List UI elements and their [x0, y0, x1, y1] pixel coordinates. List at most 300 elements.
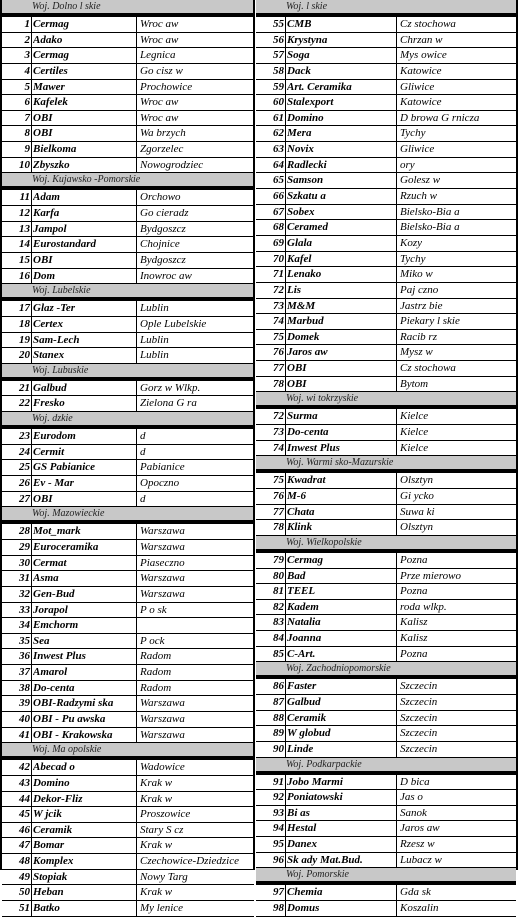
store-row [2, 64, 254, 80]
store-city: Szczecin [400, 680, 438, 693]
store-row [2, 429, 254, 445]
column-divider [396, 473, 397, 488]
store-name: Domek [287, 330, 320, 343]
store-city: Lublin [140, 349, 169, 362]
store-city: Golesz w [400, 174, 441, 187]
store-row [256, 473, 516, 489]
row-number: 10 [19, 158, 30, 171]
store-name: Linde [287, 742, 314, 755]
store-row [256, 267, 516, 283]
store-city: Chojnice [140, 238, 180, 251]
row-number: 15 [19, 253, 30, 266]
store-name: Natalia [287, 616, 321, 629]
row-number: 78 [273, 377, 284, 390]
column-divider [136, 80, 137, 95]
column-divider [31, 492, 32, 507]
store-city: roda wlkp. [400, 600, 447, 613]
store-city: Warszawa [140, 712, 185, 725]
store-row [256, 409, 516, 425]
row-number: 14 [19, 238, 30, 251]
store-row [256, 95, 516, 111]
store-row [256, 64, 516, 80]
column-divider [31, 253, 32, 268]
store-row [2, 618, 254, 634]
store-row [2, 17, 254, 33]
column-divider [31, 760, 32, 775]
store-name: Joanna [287, 632, 322, 645]
column-divider [396, 726, 397, 741]
column-divider [136, 333, 137, 348]
store-city: D bica [400, 775, 430, 788]
row-number: 45 [19, 808, 30, 821]
store-name: OBI [287, 362, 307, 375]
store-city: Bytom [400, 377, 429, 390]
column-divider [136, 760, 137, 775]
column-divider [285, 330, 286, 345]
column-divider [31, 901, 32, 916]
store-city: Opoczno [140, 477, 180, 490]
region-title: Woj. Dolno l skie [32, 1, 101, 12]
store-row [256, 553, 516, 569]
store-row [2, 80, 254, 96]
column-divider [285, 790, 286, 805]
column-divider [31, 792, 32, 807]
row-number: 85 [273, 647, 284, 660]
store-city: Cz stochowa [400, 18, 456, 30]
column-divider [396, 775, 397, 790]
store-row [256, 631, 516, 647]
store-row [2, 48, 254, 64]
store-name: Galbud [287, 695, 321, 708]
column-divider [31, 460, 32, 475]
store-row [256, 790, 516, 806]
store-row [256, 853, 516, 869]
store-name: Fresko [33, 397, 65, 410]
store-name: Galbud [33, 381, 67, 394]
store-row [2, 665, 254, 681]
row-number: 17 [19, 302, 30, 315]
column-divider [31, 237, 32, 252]
store-row [2, 222, 254, 238]
row-number: 75 [273, 330, 284, 343]
store-city: Inowroc aw [140, 269, 192, 282]
column-divider [31, 429, 32, 444]
store-city: Kielce [400, 441, 429, 454]
row-number: 87 [273, 695, 284, 708]
column-divider [31, 696, 32, 711]
row-number: 20 [19, 349, 30, 362]
row-number: 89 [273, 727, 284, 740]
column-divider [31, 190, 32, 205]
store-name: Sobex [287, 205, 315, 218]
column-divider [285, 901, 286, 916]
store-row [256, 314, 516, 330]
column-divider [136, 885, 137, 900]
store-city: Gliwice [400, 143, 435, 156]
store-row [256, 837, 516, 853]
store-row [256, 283, 516, 299]
store-row [256, 189, 516, 205]
row-number: 40 [19, 712, 30, 725]
store-city: Wroc aw [140, 111, 179, 124]
column-divider [136, 158, 137, 173]
column-divider [285, 205, 286, 220]
region-title: Woj. Lubelskie [32, 285, 91, 297]
store-row [2, 348, 254, 364]
store-city: Radom [140, 650, 172, 663]
column-divider [31, 476, 32, 491]
store-name: Komplex [33, 855, 74, 868]
region-header [2, 743, 254, 760]
column-divider [136, 429, 137, 444]
row-number: 46 [19, 823, 30, 836]
store-name: M-6 [287, 489, 306, 502]
column-divider [31, 712, 32, 727]
store-row [2, 269, 254, 285]
store-city: Wroc aw [140, 18, 179, 30]
column-divider [396, 173, 397, 188]
column-divider [285, 885, 286, 900]
column-divider [136, 126, 137, 141]
store-city: Lublin [140, 333, 169, 346]
row-number: 84 [273, 632, 284, 645]
store-name: Krystyna [287, 33, 328, 46]
column-divider [396, 489, 397, 504]
row-number: 2 [24, 33, 30, 46]
column-divider [285, 806, 286, 821]
column-divider [31, 556, 32, 571]
region-title: Woj. dzkie [32, 413, 73, 425]
row-number: 5 [24, 80, 30, 93]
store-name: Szkatu a [287, 190, 326, 203]
row-number: 44 [19, 792, 30, 805]
row-number: 50 [19, 886, 30, 899]
column-divider [396, 505, 397, 520]
store-city: Nowy Targ [140, 870, 188, 883]
store-row [2, 681, 254, 697]
store-row [256, 173, 516, 189]
store-name: Emchorm [33, 619, 79, 632]
store-name: Jaros aw [287, 346, 328, 359]
store-row [256, 17, 516, 33]
row-number: 58 [273, 64, 284, 77]
store-row [256, 330, 516, 346]
row-number: 4 [24, 64, 30, 77]
row-number: 70 [273, 252, 284, 265]
row-number: 57 [273, 49, 284, 62]
column-divider [396, 569, 397, 584]
store-row [256, 236, 516, 252]
store-name: Dom [33, 269, 55, 282]
store-city: Paj czno [400, 283, 439, 296]
row-number: 97 [273, 886, 284, 899]
store-city: Krak w [140, 776, 173, 789]
store-row [2, 854, 254, 870]
row-number: 75 [273, 474, 284, 487]
store-row [2, 649, 254, 665]
column-divider [396, 345, 397, 360]
region-header [256, 868, 516, 885]
store-row [256, 345, 516, 361]
column-divider [396, 615, 397, 630]
store-row [2, 807, 254, 823]
row-number: 90 [273, 742, 284, 755]
store-city: D browa G rnicza [400, 111, 480, 124]
store-row [256, 742, 516, 758]
region-header [2, 0, 254, 17]
store-city: Lubacz w [400, 853, 442, 866]
region-title: Woj. Wielkopolskie [286, 536, 362, 548]
column-divider [396, 901, 397, 916]
column-divider [396, 361, 397, 376]
column-divider [285, 505, 286, 520]
store-name: Glaz -Ter [33, 302, 76, 315]
column-divider [136, 792, 137, 807]
row-number: 55 [273, 18, 284, 30]
row-number: 34 [19, 619, 30, 632]
column-divider [285, 17, 286, 32]
store-city: Zielona G ra [140, 397, 197, 410]
store-city: Wa brzych [140, 127, 186, 140]
row-number: 12 [19, 207, 30, 220]
store-row [256, 615, 516, 631]
row-number: 22 [19, 397, 30, 410]
row-number: 98 [273, 902, 284, 915]
row-number: 80 [273, 569, 284, 582]
store-city: Szczecin [400, 695, 438, 708]
column-divider [31, 445, 32, 460]
row-number: 92 [273, 791, 284, 804]
store-city: Mysz w [400, 346, 433, 359]
right-column [256, 0, 516, 917]
store-name: Cermag [33, 18, 70, 30]
row-number: 73 [273, 299, 284, 312]
column-divider [396, 126, 397, 141]
store-city: Radom [140, 681, 172, 694]
store-name: Cermag [287, 553, 324, 566]
column-divider [396, 742, 397, 757]
column-divider [136, 381, 137, 396]
store-name: Ceramed [287, 221, 328, 234]
store-row [2, 885, 254, 901]
store-row [2, 126, 254, 142]
store-city: Gliwice [400, 80, 435, 93]
column-divider [396, 711, 397, 726]
column-divider [285, 95, 286, 110]
row-number: 78 [273, 521, 284, 534]
column-divider [396, 299, 397, 314]
store-row [2, 237, 254, 253]
column-divider [285, 111, 286, 126]
store-city: Bielsko-Bia a [400, 221, 460, 234]
store-name: Novix [287, 143, 314, 156]
store-name: Stalexport [287, 96, 334, 109]
store-row [256, 711, 516, 727]
row-number: 65 [273, 174, 284, 187]
store-name: Klink [287, 521, 313, 534]
column-divider [396, 790, 397, 805]
region-header [2, 507, 254, 524]
store-name: TEEL [287, 585, 316, 598]
store-name: Marbud [287, 315, 324, 328]
column-divider [396, 189, 397, 204]
column-divider [285, 775, 286, 790]
column-divider [396, 48, 397, 63]
column-divider [136, 460, 137, 475]
row-number: 66 [273, 190, 284, 203]
column-divider [31, 381, 32, 396]
store-row [2, 556, 254, 572]
row-number: 71 [273, 268, 284, 281]
column-divider [285, 409, 286, 424]
region-header [2, 364, 254, 381]
store-name: Danex [287, 838, 317, 851]
column-divider [31, 728, 32, 743]
store-name: Do-centa [287, 426, 329, 439]
row-number: 24 [19, 445, 30, 458]
column-divider [136, 348, 137, 363]
column-divider [396, 252, 397, 267]
row-number: 95 [273, 838, 284, 851]
row-number: 8 [24, 127, 30, 140]
store-name: Domus [287, 902, 320, 915]
row-number: 41 [19, 728, 30, 741]
region-header [256, 0, 516, 17]
region-header [2, 173, 254, 190]
row-number: 86 [273, 680, 284, 693]
store-name: C-Art. [287, 647, 316, 660]
column-divider [31, 317, 32, 332]
column-divider [285, 441, 286, 456]
column-divider [31, 80, 32, 95]
store-row [2, 792, 254, 808]
store-city: Prochowice [140, 80, 193, 93]
column-divider [396, 647, 397, 662]
row-number: 51 [19, 902, 30, 915]
store-name: Lis [287, 283, 302, 296]
store-name: Dack [287, 64, 311, 77]
column-divider [136, 476, 137, 491]
store-name: Kadem [287, 600, 319, 613]
row-number: 38 [19, 681, 30, 694]
store-row [256, 33, 516, 49]
store-row [2, 603, 254, 619]
row-number: 23 [19, 430, 30, 443]
column-divider [285, 80, 286, 95]
row-number: 91 [273, 775, 284, 788]
row-number: 83 [273, 616, 284, 629]
left-column [2, 0, 254, 917]
row-number: 33 [19, 603, 30, 616]
column-divider [136, 95, 137, 110]
store-city: Ople Lubelskie [140, 317, 207, 330]
store-row [2, 190, 254, 206]
store-city: Rzesz w [400, 838, 435, 851]
column-divider [31, 571, 32, 586]
store-row [256, 142, 516, 158]
store-city: Szczecin [400, 711, 438, 724]
row-number: 48 [19, 855, 30, 868]
column-divider [136, 854, 137, 869]
row-number: 82 [273, 600, 284, 613]
store-row [2, 823, 254, 839]
row-number: 76 [273, 489, 284, 502]
column-divider [31, 348, 32, 363]
store-name: Glala [287, 236, 313, 249]
column-divider [285, 647, 286, 662]
store-name: Sea [33, 634, 50, 647]
store-name: Chata [287, 505, 315, 518]
column-divider [285, 615, 286, 630]
store-name: Cermit [33, 445, 65, 458]
store-city: Radom [140, 666, 172, 679]
store-name: Abecad o [33, 761, 75, 774]
store-name: Heban [33, 886, 64, 899]
store-city: Bielsko-Bia a [400, 205, 460, 218]
store-row [2, 396, 254, 412]
store-city: Prze mierowo [400, 569, 462, 582]
column-divider [285, 425, 286, 440]
store-city: Warszawa [140, 697, 185, 710]
column-divider [136, 665, 137, 680]
row-number: 28 [19, 525, 30, 538]
store-city: Wroc aw [140, 33, 179, 46]
column-divider [31, 603, 32, 618]
store-row [2, 476, 254, 492]
column-divider [285, 520, 286, 535]
store-row [256, 441, 516, 457]
store-name: Bi as [287, 806, 310, 819]
store-row [256, 806, 516, 822]
store-name: Eurodom [33, 430, 76, 443]
store-name: Poniatowski [287, 791, 343, 804]
store-city: Warszawa [140, 572, 185, 585]
store-name: W jcik [33, 808, 62, 821]
store-city: Wadowice [140, 761, 185, 774]
store-city: P ock [140, 634, 165, 647]
store-city: d [140, 445, 146, 458]
store-row [256, 48, 516, 64]
column-divider [396, 205, 397, 220]
row-number: 3 [24, 49, 30, 62]
row-number: 13 [19, 222, 30, 235]
row-number: 76 [273, 346, 284, 359]
store-name: Certex [33, 317, 63, 330]
row-number: 64 [273, 158, 284, 171]
store-city: Zgorzelec [140, 143, 184, 156]
store-row [256, 726, 516, 742]
store-name: Bielkoma [33, 143, 77, 156]
row-number: 18 [19, 317, 30, 330]
column-divider [285, 553, 286, 568]
store-city: Lublin [140, 302, 169, 315]
store-row [256, 220, 516, 236]
column-divider [396, 553, 397, 568]
row-number: 42 [19, 761, 30, 774]
column-divider [396, 695, 397, 710]
store-city: Koszalin [400, 902, 439, 915]
store-row [2, 776, 254, 792]
store-row [2, 696, 254, 712]
row-number: 88 [273, 711, 284, 724]
column-divider [136, 237, 137, 252]
row-number: 96 [273, 853, 284, 866]
store-row [2, 253, 254, 269]
store-name: Soga [287, 49, 310, 62]
region-title: Woj. Lubuskie [32, 364, 89, 376]
store-row [256, 647, 516, 663]
region-title: Woj. Zachodniopomorskie [286, 663, 391, 675]
